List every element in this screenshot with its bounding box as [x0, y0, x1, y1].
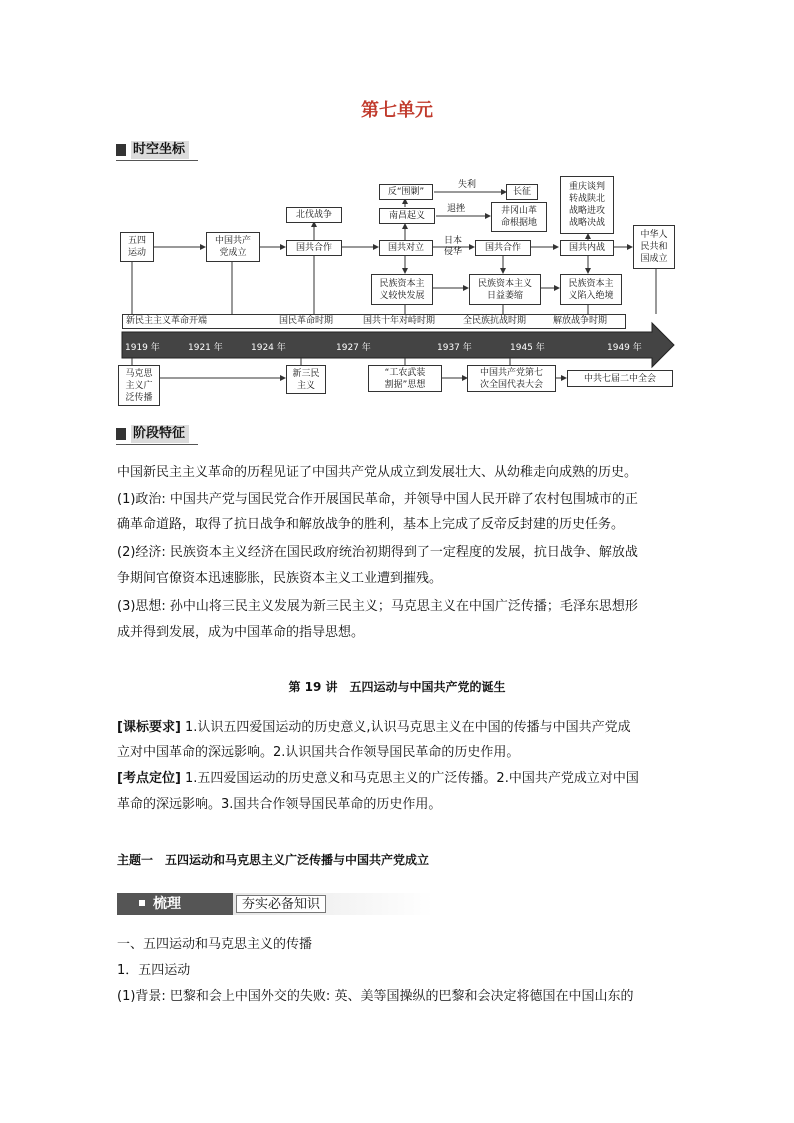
box-kmt-cpc-coop2: 国共合作	[475, 240, 531, 256]
topic-title: 主题一 五四运动和马克思主义广泛传播与中国共产党成立	[117, 853, 430, 867]
box-long-march: 长征	[506, 184, 538, 200]
exam-points-text1: 1.五四爱国运动的历史意义和马克思主义的广泛传播。2.中国共产党成立对中国	[185, 771, 639, 786]
box-capitalism-growth: 民族资本主 义较快发展	[371, 274, 433, 305]
box-prc-founded: 中华人 民共和 国成立	[633, 225, 675, 269]
review-band	[117, 893, 433, 915]
box-chongqing-negotiation: 重庆谈判 转战陕北 战略进攻 战略决战	[560, 176, 614, 234]
requirements-text1: 1.认识五四爱国运动的历史意义,认识马克思主义在中国的传播与中国共产党成	[185, 720, 631, 735]
review-band-tag: 夯实必备知识	[236, 895, 326, 913]
year-1945: 1945 年	[510, 343, 545, 353]
period-1: 新民主主义革命开端	[126, 316, 208, 326]
box-anti-encirclement: 反“围剿”	[379, 184, 433, 200]
outline-heading1: 一、五四运动和马克思主义的传播	[117, 937, 313, 952]
year-1937: 1937 年	[437, 343, 472, 353]
box-second-plenary: 中共七届二中全会	[567, 370, 673, 387]
year-1919: 1919 年	[125, 343, 160, 353]
period-3: 国共十年对峙时期	[363, 316, 436, 326]
timeline-header-text: 时空坐标	[131, 141, 189, 159]
exam-points-label: [考点定位]	[117, 771, 181, 786]
label-failure: 失利	[458, 180, 477, 190]
square-icon	[139, 900, 145, 906]
features-header-text: 阶段特征	[131, 425, 189, 443]
requirements-label: [课标要求]	[117, 720, 181, 735]
review-band-dark	[117, 893, 233, 915]
lecture-title: 第 19 讲 五四运动与中国共产党的诞生	[288, 680, 506, 694]
exam-points-line1	[117, 769, 639, 789]
features-politics-line2: 确革命道路，取得了抗日战争和解放战争的胜利，基本上完成了反帝反封建的历史任务。	[117, 517, 625, 532]
box-seventh-congress: 中国共产党第七 次全国代表大会	[467, 365, 556, 392]
unit-title: 第七单元	[361, 100, 433, 121]
box-armed-separation: “工农武装 割据”思想	[368, 365, 442, 392]
review-band-label: 梳理	[153, 896, 181, 912]
year-1924: 1924 年	[251, 343, 286, 353]
box-wusi: 五四 运动	[120, 232, 154, 262]
features-economy-line1: (2)经济: 民族资本主义经济在国民政府统治初期得到了一定程度的发展，抗日战争、解放战	[117, 545, 638, 560]
timeline-connectors	[0, 0, 794, 400]
year-1927: 1927 年	[336, 343, 371, 353]
label-japan-invasion: 日本 侵华	[444, 236, 463, 257]
box-new-three-principles: 新三民 主义	[286, 365, 326, 394]
period-5: 解放战争时期	[553, 316, 608, 326]
timeline-diagram	[0, 0, 794, 403]
box-nanchang-uprising: 南昌起义	[379, 208, 435, 224]
exam-points-line2: 革命的深远影响。3.国共合作领导国民革命的历史作用。	[117, 797, 442, 812]
requirements-line1	[117, 718, 631, 738]
period-2: 国民革命时期	[279, 316, 334, 326]
box-marxism-spread: 马克思 主义广 泛传播	[118, 365, 160, 406]
box-civil-war: 国共内战	[560, 240, 614, 256]
features-thought-line2: 成并得到发展，成为中国革命的指导思想。	[117, 625, 365, 640]
features-politics-line1: (1)政治: 中国共产党与国民党合作开展国民革命，并领导中国人民开辟了农村包围城市的正	[117, 492, 638, 507]
box-kmt-cpc-coop1: 国共合作	[286, 240, 342, 256]
header-block-icon	[116, 428, 126, 440]
header-rule	[116, 444, 198, 445]
features-thought-line1: (3)思想: 孙中山将三民主义发展为新三民主义；马克思主义在中国广泛传播；毛泽东思想形	[117, 599, 638, 614]
box-capitalism-despair: 民族资本主 义陷入绝境	[560, 274, 622, 305]
period-4: 全民族抗战时期	[463, 316, 527, 326]
outline-paragraph1: (1)背景: 巴黎和会上中国外交的失败: 英、美等国操纵的巴黎和会决定将德国在中国山东的	[117, 989, 634, 1004]
box-capitalism-shrink: 民族资本主义 日益萎缩	[469, 274, 541, 305]
features-economy-line2: 争期间官僚资本迅速膨胀，民族资本主义工业遭到摧残。	[117, 571, 443, 586]
box-jinggangshan: 井冈山革 命根据地	[491, 202, 547, 232]
box-kmt-cpc-confront: 国共对立	[379, 240, 433, 256]
outline-heading2: 1．五四运动	[117, 963, 191, 978]
features-intro: 中国新民主主义革命的历程见证了中国共产党从成立到发展壮大、从幼稚走向成熟的历史。	[117, 465, 638, 480]
features-section-header	[116, 425, 198, 443]
label-retreat: 退挫	[447, 204, 466, 214]
box-cpc-founded: 中国共产 党成立	[206, 232, 260, 262]
box-northern-expedition: 北伐战争	[286, 207, 342, 223]
year-1949: 1949 年	[607, 343, 642, 353]
requirements-line2: 立对中国革命的深远影响。2.认识国共合作领导国民革命的历史作用。	[117, 745, 520, 760]
year-1921: 1921 年	[188, 343, 223, 353]
